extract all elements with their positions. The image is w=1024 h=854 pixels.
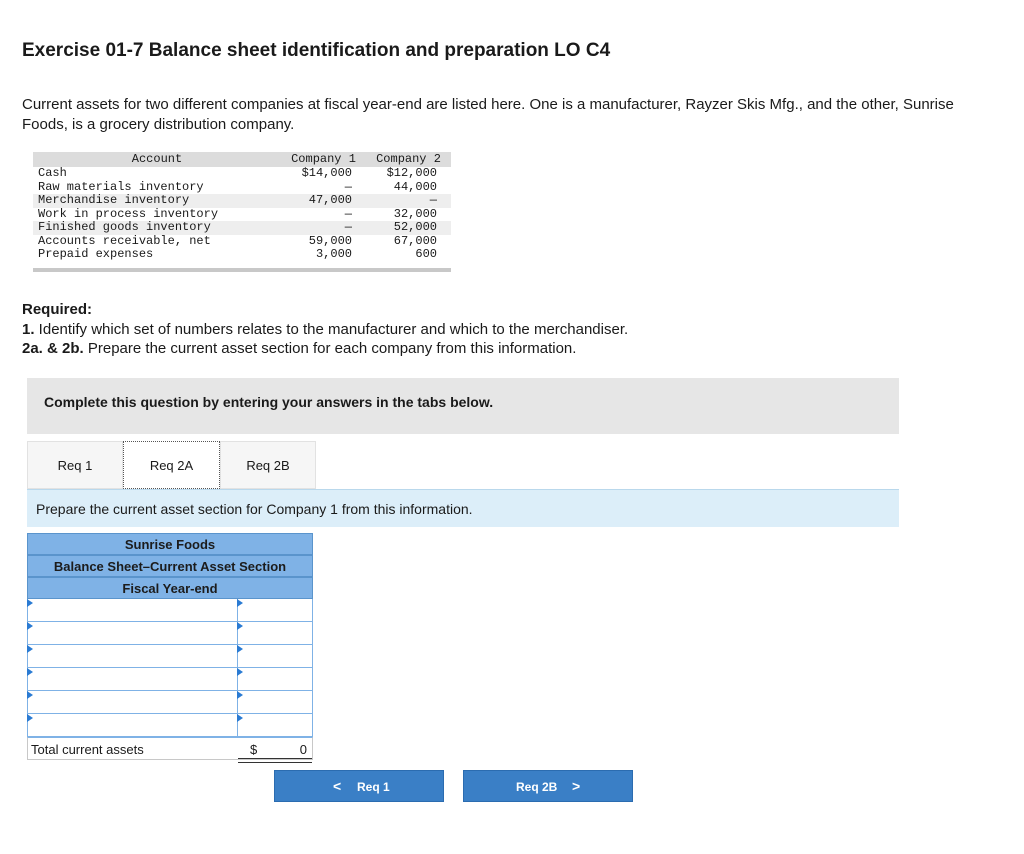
table-bottom-rule bbox=[33, 268, 451, 272]
total-value: 0 bbox=[299, 742, 307, 757]
account-input[interactable] bbox=[28, 599, 237, 621]
next-req-2b-button[interactable] bbox=[463, 770, 633, 802]
period-label: Fiscal Year-end bbox=[27, 577, 313, 599]
statement-title: Balance Sheet–Current Asset Section bbox=[27, 555, 313, 577]
asset-entry-row bbox=[27, 599, 313, 622]
company-1-value: 3,000 bbox=[315, 247, 352, 261]
account-name: Prepaid expenses bbox=[38, 247, 154, 261]
current-assets-table bbox=[33, 152, 451, 262]
company-1-value: — bbox=[344, 179, 352, 194]
amount-cell[interactable] bbox=[238, 691, 312, 713]
company-2-value: 44,000 bbox=[393, 179, 437, 194]
asset-entry-row bbox=[27, 691, 313, 714]
dropdown-marker-icon bbox=[27, 599, 33, 607]
account-dropdown[interactable] bbox=[28, 645, 238, 667]
table-row bbox=[33, 194, 451, 208]
tab-req-2a[interactable]: Req 2A bbox=[123, 441, 220, 489]
table-row bbox=[33, 181, 451, 195]
dropdown-marker-icon bbox=[237, 622, 243, 630]
account-input[interactable] bbox=[28, 714, 237, 736]
company-1-value: — bbox=[281, 221, 366, 235]
account-input[interactable] bbox=[28, 691, 237, 713]
amount-cell[interactable] bbox=[238, 714, 312, 736]
dropdown-marker-icon bbox=[237, 599, 243, 607]
total-label: Total current assets bbox=[31, 742, 144, 757]
account-dropdown[interactable] bbox=[28, 714, 238, 736]
currency-symbol: $ bbox=[250, 742, 258, 757]
company-1-value: $14,000 bbox=[301, 166, 352, 180]
company-1-value: 47,000 bbox=[281, 194, 366, 208]
header-company-1: Company 1 bbox=[281, 152, 366, 167]
item-2-number: 2a. & 2b. bbox=[22, 340, 84, 357]
asset-entry-row bbox=[27, 622, 313, 645]
company-1-value: 59,000 bbox=[308, 233, 352, 248]
account-input[interactable] bbox=[28, 668, 237, 690]
company-2-value: 600 bbox=[415, 247, 437, 261]
amount-input[interactable] bbox=[238, 645, 312, 667]
account-input[interactable] bbox=[28, 622, 237, 644]
account-dropdown[interactable] bbox=[28, 691, 238, 713]
account-name: Merchandise inventory bbox=[33, 194, 281, 208]
dropdown-marker-icon bbox=[237, 668, 243, 676]
account-dropdown[interactable] bbox=[28, 599, 238, 621]
table-row bbox=[33, 167, 451, 181]
account-name: Cash bbox=[38, 166, 67, 180]
intro-text: Current assets for two different companies at fiscal year-end are listed here. One is a manufacturer, Rayzer Skis Mfg., and the other, Sunrise Foods, is a grocery distribution company. bbox=[22, 96, 954, 133]
company-2-value: 52,000 bbox=[366, 221, 451, 235]
tab-req-2b[interactable]: Req 2B bbox=[220, 441, 316, 489]
prev-button-label: Req 1 bbox=[357, 780, 390, 794]
company-2-value: 32,000 bbox=[393, 206, 437, 221]
amount-input[interactable] bbox=[238, 691, 312, 713]
amount-input[interactable] bbox=[238, 599, 312, 621]
account-name: Raw materials inventory bbox=[38, 179, 204, 194]
company-name: Sunrise Foods bbox=[27, 533, 313, 555]
table-row bbox=[33, 235, 451, 249]
header-company-2: Company 2 bbox=[366, 152, 451, 167]
balance-sheet-form bbox=[27, 533, 313, 760]
required-section bbox=[22, 300, 628, 359]
amount-cell[interactable] bbox=[238, 622, 312, 644]
dropdown-marker-icon bbox=[237, 714, 243, 722]
header-account: Account bbox=[33, 152, 281, 167]
dropdown-marker-icon bbox=[27, 668, 33, 676]
amount-cell[interactable] bbox=[238, 645, 312, 667]
chevron-left-icon: < bbox=[333, 778, 342, 794]
dropdown-marker-icon bbox=[27, 645, 33, 653]
account-name: Accounts receivable, net bbox=[38, 233, 211, 248]
item-1-number: 1. bbox=[22, 320, 35, 338]
task-prompt bbox=[27, 489, 899, 527]
table-row bbox=[33, 248, 451, 262]
required-heading: Required: bbox=[22, 301, 93, 318]
table-row bbox=[33, 208, 451, 222]
tab-req-1[interactable]: Req 1 bbox=[27, 441, 123, 489]
amount-input[interactable] bbox=[238, 668, 312, 690]
double-underline bbox=[238, 758, 312, 763]
prev-req-1-button[interactable] bbox=[274, 770, 444, 802]
task-prompt-text: Prepare the current asset section for Company 1 from this information. bbox=[36, 501, 473, 517]
asset-entry-row bbox=[27, 668, 313, 691]
account-dropdown[interactable] bbox=[28, 622, 238, 644]
company-1-value: — bbox=[344, 206, 352, 221]
chevron-right-icon: > bbox=[572, 778, 581, 794]
next-button-label: Req 2B bbox=[516, 780, 558, 794]
asset-entry-row bbox=[27, 714, 313, 737]
required-item-2 bbox=[22, 339, 628, 359]
amount-input[interactable] bbox=[238, 622, 312, 644]
dropdown-marker-icon bbox=[237, 691, 243, 699]
account-name: Work in process inventory bbox=[38, 206, 219, 221]
instructions-text: Complete this question by entering your answers in the tabs below. bbox=[44, 394, 494, 410]
company-2-value: $12,000 bbox=[386, 166, 437, 180]
amount-cell[interactable] bbox=[238, 668, 312, 690]
asset-entry-row bbox=[27, 645, 313, 668]
company-2-value: 67,000 bbox=[393, 233, 437, 248]
account-input[interactable] bbox=[28, 645, 237, 667]
table-row bbox=[33, 221, 451, 235]
dropdown-marker-icon bbox=[27, 691, 33, 699]
dropdown-marker-icon bbox=[237, 645, 243, 653]
account-name: Finished goods inventory bbox=[33, 221, 281, 235]
instructions-banner bbox=[27, 378, 899, 434]
item-1-text: Identify which set of numbers relates to the manufacturer and which to the merchandiser. bbox=[34, 320, 629, 338]
dropdown-marker-icon bbox=[27, 622, 33, 630]
exercise-title: Exercise 01-7 Balance sheet identification and preparation LO C4 bbox=[22, 40, 611, 61]
dropdown-marker-icon bbox=[27, 714, 33, 722]
amount-cell[interactable] bbox=[238, 599, 312, 621]
amount-input[interactable] bbox=[238, 714, 312, 736]
account-dropdown[interactable] bbox=[28, 668, 238, 690]
total-current-assets-row bbox=[27, 737, 313, 760]
required-item-1 bbox=[22, 320, 628, 340]
item-2-text: Prepare the current asset section for each company from this information. bbox=[83, 340, 577, 357]
company-2-value: — bbox=[366, 194, 451, 208]
